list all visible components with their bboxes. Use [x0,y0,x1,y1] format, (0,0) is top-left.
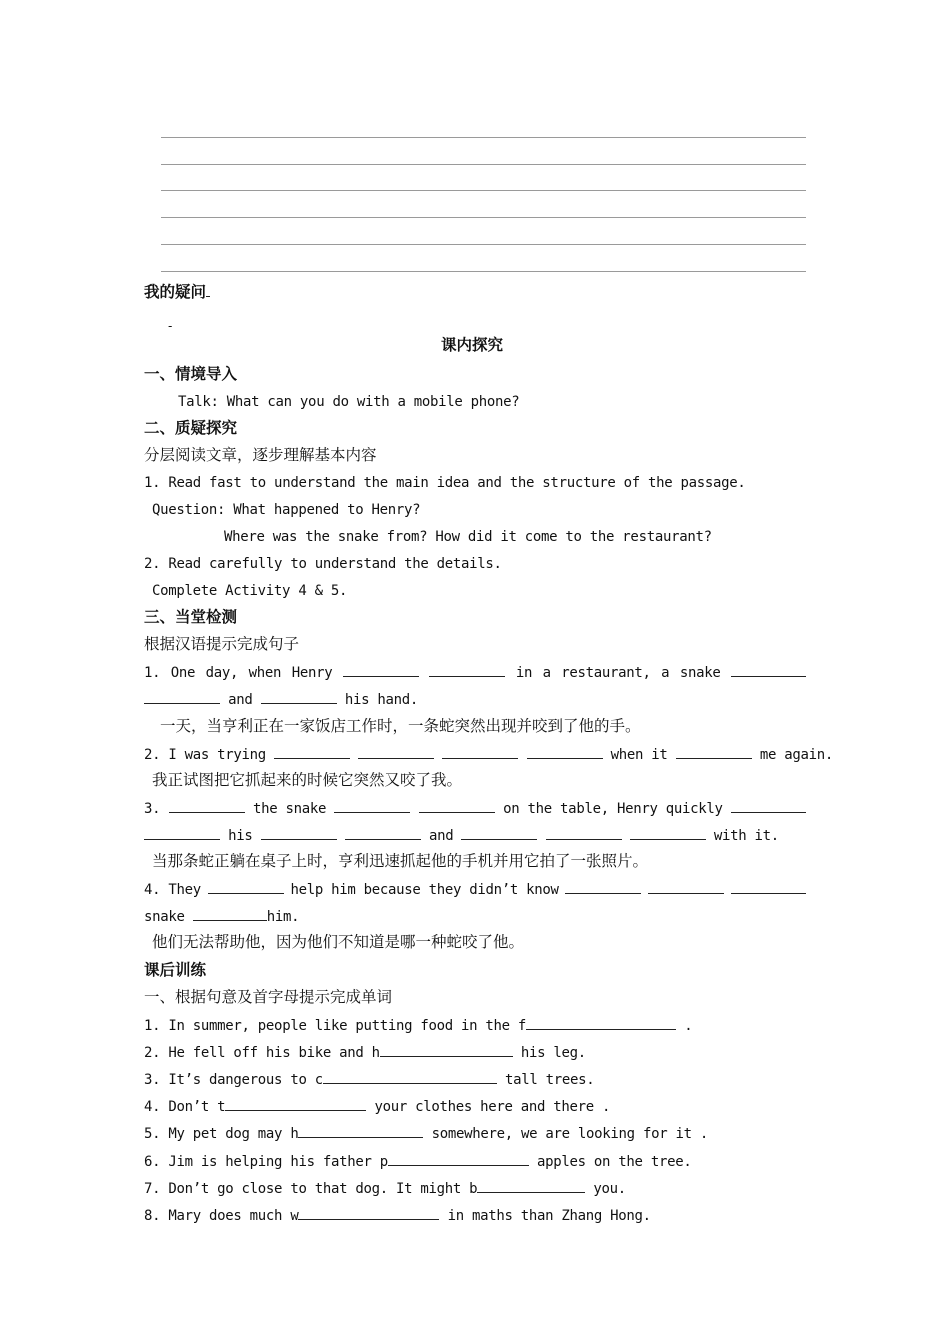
answer-blank[interactable] [225,1096,366,1111]
part2-heading: 二、质疑探究 [144,419,238,437]
exercise-item-2: 2. He fell off his bike and h his leg. [144,1042,586,1063]
answer-blank[interactable] [676,744,752,759]
answer-blank[interactable] [731,879,806,894]
answer-blank[interactable] [169,798,245,813]
answer-blank[interactable] [193,906,267,921]
exercise-item-7: 7. Don’t go close to that dog. It might b you. [144,1178,626,1199]
note-line[interactable] [161,164,806,165]
answer-blank[interactable] [731,662,806,677]
answer-blank[interactable] [648,879,724,894]
section-title-class-exploration: 课内探究 [441,336,504,354]
part3-heading: 三、当堂检测 [144,608,238,626]
section-title-after-class: 课后训练 [144,961,207,979]
sentence-3-line-1: 3. the snake on the table, Henry quickly [144,798,806,819]
note-line[interactable] [161,190,806,191]
part1-heading: 一、情境导入 [144,365,238,383]
answer-blank[interactable] [343,662,419,677]
sentence-4-line-1: 4. They help him because they didn’t know [144,879,806,900]
sentence-3-line-2: his and with it. [144,825,779,846]
question2-text: Where was the snake from? How did it come to the restaurant? [224,529,712,545]
exercise-item-4: 4. Don’t t your clothes here and there . [144,1096,610,1117]
part2-intro: 分层阅读文章，逐步理解基本内容 [144,446,377,464]
my-questions-title: 我的疑问 [144,282,210,302]
answer-blank[interactable] [208,879,284,894]
sentence-3-chinese: 当那条蛇正躺在桌子上时，亨利迅速抓起他的手机并用它拍了一张照片。 [152,852,649,870]
note-line[interactable] [161,137,806,138]
sentence-2-chinese: 我正试图把它抓起来的时候它突然又咬了我。 [152,771,463,789]
answer-blank[interactable] [565,879,641,894]
activity-text: Complete Activity 4 & 5. [152,583,348,599]
answer-blank[interactable] [144,825,220,840]
my-questions-dash: - [168,319,173,333]
answer-blank[interactable] [334,798,410,813]
note-line[interactable] [161,271,806,272]
answer-blank[interactable] [630,825,706,840]
part3-intro: 根据汉语提示完成句子 [144,635,300,653]
sentence-1-chinese: 一天，当亨利正在一家饭店工作时，一条蛇突然出现并咬到了他的手。 [160,717,641,735]
exercise-item-6: 6. Jim is helping his father p apples on the tree. [144,1151,691,1172]
exercise-item-3: 3. It’s dangerous to c tall trees. [144,1069,594,1090]
answer-blank[interactable] [323,1069,497,1084]
answer-blank[interactable] [526,1015,676,1030]
answer-blank[interactable] [388,1151,529,1166]
answer-blank[interactable] [429,662,505,677]
after-class-part1-heading: 一、根据句意及首字母提示完成单词 [144,988,393,1006]
step1-text: 1. Read fast to understand the main idea and the structure of the passage. [144,475,746,491]
sentence-4-chinese: 他们无法帮助他，因为他们不知道是哪一种蛇咬了他。 [152,933,525,951]
answer-blank[interactable] [380,1042,513,1057]
answer-blank[interactable] [261,825,337,840]
sentence-1-line-2: and his hand. [144,689,418,710]
answer-blank[interactable] [274,744,350,759]
answer-blank[interactable] [527,744,603,759]
sentence-1-line-1: 1. One day, when Henry in a restaurant, a snake [144,662,806,683]
question-text: Question: What happened to Henry? [152,502,421,518]
answer-blank[interactable] [358,744,434,759]
note-line[interactable] [161,217,806,218]
answer-blank[interactable] [345,825,421,840]
answer-blank[interactable] [546,825,622,840]
note-line[interactable] [161,244,806,245]
answer-blank[interactable] [261,689,337,704]
answer-blank[interactable] [144,689,220,704]
sentence-2-line: 2. I was trying when it me again. [144,744,833,765]
answer-blank[interactable] [477,1178,585,1193]
answer-blank[interactable] [419,798,495,813]
exercise-item-1: 1. In summer, people like putting food in the f . [144,1015,692,1036]
answer-blank[interactable] [298,1123,423,1138]
exercise-item-8: 8. Mary does much w in maths than Zhang Hong. [144,1205,651,1226]
step2-text: 2. Read carefully to understand the details. [144,556,502,572]
exercise-item-5: 5. My pet dog may h somewhere, we are looking for it . [144,1123,708,1144]
answer-blank[interactable] [461,825,537,840]
sentence-4-line-2: snake him. [144,906,299,927]
talk-line: Talk: What can you do with a mobile phone? [178,394,520,410]
answer-blank[interactable] [731,798,806,813]
answer-blank[interactable] [442,744,518,759]
answer-blank[interactable] [298,1205,439,1220]
